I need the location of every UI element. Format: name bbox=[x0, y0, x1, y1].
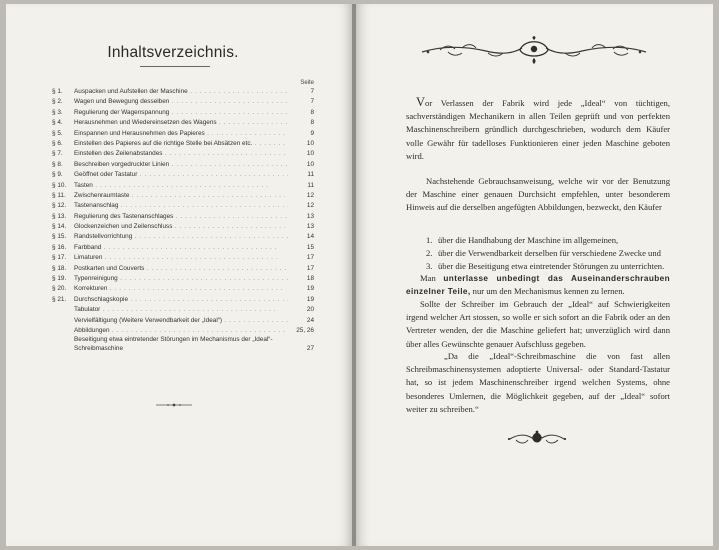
toc-entry-page: 7 bbox=[310, 98, 314, 106]
toc-entry-number: § 9. bbox=[52, 171, 63, 179]
toc-entry bbox=[52, 160, 314, 170]
toc-entry-page: 27 bbox=[306, 345, 314, 353]
purpose-list-item bbox=[426, 234, 666, 247]
toc-entry-title: Typenreinigung . . . bbox=[74, 274, 288, 284]
toc-entry bbox=[52, 336, 314, 354]
toc-entry-title: Regulierung der Wagenspannung . . . bbox=[74, 108, 288, 118]
purpose-list-text: über die Beseitigung etwa eintretender Störungen zu unterrichten. bbox=[438, 261, 665, 272]
toc-entry-title: Tabulator . . . bbox=[74, 305, 288, 315]
toc-entry-number: § 19. bbox=[52, 275, 67, 283]
toc-entry bbox=[52, 253, 314, 263]
toc-entry-title: Regulierung des Tastenanschlages . . . bbox=[74, 212, 288, 222]
purpose-list-text: über die Verwendbarkeit derselben für verschiedene Zwecke und bbox=[438, 248, 661, 259]
toc-entry-title: Zwischenraumtaste . . . bbox=[74, 191, 288, 201]
toc-entry-title: Korrekturen . . . bbox=[74, 284, 288, 294]
toc-entry-title: Einspannen und Herausnehmen des Papieres . . . bbox=[74, 129, 288, 139]
warning-emphasis: unterlasse unbedingt das Auseinanderschrauben einzelner Teile, bbox=[406, 274, 670, 297]
intro-paragraph-3-start: Man bbox=[420, 273, 436, 283]
toc-entry-title: Auspacken und Aufstellen der Maschine . . . bbox=[74, 87, 288, 97]
toc-entry-page: 8 bbox=[310, 108, 314, 116]
toc-entry-page: 7 bbox=[310, 88, 314, 95]
toc-entry-page: 24 bbox=[306, 316, 314, 324]
toc-entry bbox=[52, 305, 314, 315]
purpose-list-number: 2. bbox=[426, 248, 433, 259]
toc-entry bbox=[52, 243, 314, 253]
toc-entry-page: 18 bbox=[306, 275, 314, 283]
toc-entry-page: 12 bbox=[306, 191, 314, 199]
toc-entry-number: § 3. bbox=[52, 108, 63, 116]
toc-entry-page: 10 bbox=[306, 160, 314, 168]
purpose-list-number: 3. bbox=[426, 261, 433, 272]
toc-entry-page: 10 bbox=[306, 150, 314, 158]
intro-paragraph-5: „Da die „Ideal“-Schreibmaschine die von fast allen Schreibmaschinensystemen adoptierte Universal- oder Standard-Tastatur hat, so ist jedem Maschinenschreiber irgend welchen Systems, ohne besonderes Umlernen, die Möglichkeit gegeben, auf der „Ideal“ sofort weiter zu schreiben.“ bbox=[406, 351, 670, 414]
toc-entry-title: Glockenzeichen und Zeilenschluss . . . bbox=[74, 222, 288, 232]
toc-entry-title: Beseitigung etwa eintretender Störungen im Mechanismus der „Ideal“-Schreibmaschine bbox=[74, 336, 273, 352]
toc-entry-title: Herausnehmen und Wiedereinsetzen des Wagens . . . bbox=[74, 118, 288, 128]
toc-entry-number: § 8. bbox=[52, 160, 63, 168]
toc-entry-page: 13 bbox=[306, 212, 314, 220]
seite-label: Seite bbox=[300, 80, 314, 86]
intro-paragraph-3-end: nur um den Mechanismus kennen zu lernen. bbox=[472, 286, 625, 297]
toc-entry-page: 10 bbox=[306, 139, 314, 147]
toc-entry-title: Tasten . . . bbox=[74, 181, 288, 191]
toc-entry-page: 17 bbox=[306, 264, 314, 272]
toc-entry-number: § 11. bbox=[52, 191, 66, 199]
toc-entry-number: § 4. bbox=[52, 119, 63, 127]
toc-entry-number: § 14. bbox=[52, 223, 67, 231]
toc-entry bbox=[52, 316, 314, 326]
toc-entry bbox=[52, 118, 314, 128]
toc-entry-page: 9 bbox=[310, 129, 314, 137]
toc-entry bbox=[52, 274, 314, 284]
toc-entry bbox=[52, 264, 314, 274]
toc-entry bbox=[52, 201, 314, 211]
toc-entry-title: Randstellvorrichtung . . . bbox=[74, 232, 288, 242]
toc-entry-number: § 20. bbox=[52, 285, 67, 293]
toc-entry bbox=[52, 108, 314, 118]
toc-entry-number: § 18. bbox=[52, 264, 67, 272]
toc-entry-title: Farbband . . . bbox=[74, 243, 288, 253]
intro-paragraph-2: Nachstehende Gebrauchsanweisung, welche wir vor der Benutzung der Maschine einer genauen Durchsicht empfehlen, unter besonderem Hinweis auf die derselben angefügten Abbildungen, bezweckt, den Käufer bbox=[406, 176, 670, 213]
toc-entry-page: 20 bbox=[306, 306, 314, 314]
toc-entry-title: Einstellen des Zeilenabstandes . . . bbox=[74, 149, 288, 159]
toc-entry-page: 8 bbox=[310, 119, 314, 127]
toc-entry-page: 12 bbox=[306, 202, 314, 210]
toc-entry-title: Tastenanschlag . . . bbox=[74, 201, 288, 211]
intro-paragraph-1 bbox=[406, 96, 670, 163]
toc-entry bbox=[52, 212, 314, 222]
toc-title: Inhaltsverzeichnis. bbox=[107, 44, 239, 61]
toc-entry-title: Postkarten und Couverts . . . bbox=[74, 264, 288, 274]
toc-entry-page: 25, 26 bbox=[296, 326, 314, 334]
toc-entry-page: 15 bbox=[306, 243, 314, 251]
toc-entry-page: 11 bbox=[307, 171, 314, 179]
toc-entry-page: 11 bbox=[307, 181, 314, 189]
toc-title-rule bbox=[140, 66, 210, 67]
toc-entry-number: § 16. bbox=[52, 243, 67, 251]
toc-entry-number: § 1. bbox=[52, 88, 63, 95]
toc-entry-number: § 10. bbox=[52, 181, 67, 189]
toc-entry bbox=[52, 139, 314, 149]
toc-entry-title: Durchschlagskopie . . . bbox=[74, 295, 288, 305]
toc-entry bbox=[52, 149, 314, 159]
toc-entry-number: § 15. bbox=[52, 233, 67, 241]
toc-entry-title: Beschreiben vorgedruckter Linien . . . bbox=[74, 160, 288, 170]
toc-entry bbox=[52, 87, 314, 97]
toc-entry bbox=[52, 295, 314, 305]
toc-entry-title: Limaturen . . . bbox=[74, 253, 288, 263]
toc-entry bbox=[52, 191, 314, 201]
toc-entry-number: § 12. bbox=[52, 202, 67, 210]
purpose-list bbox=[426, 234, 666, 274]
intro-paragraph-1-text: or Verlassen der Fabrik wird jede „Ideal“ von tüchtigen, sachverständigen Mechanikern in allen Teilen geprüft und von perfekten Maschinenschreibern gründlich durchgeschrieben, wodurch dem Käufer volle Gewähr für tadelloses Funktionieren einer jeden Maschine geboten wird. bbox=[406, 98, 670, 161]
toc-entry-number: § 13. bbox=[52, 212, 67, 220]
toc-entry-title: Wagen und Bewegung desselben . . . bbox=[74, 97, 288, 107]
purpose-list-number: 1. bbox=[426, 235, 433, 245]
toc-entry-number: § 21. bbox=[52, 295, 67, 303]
toc-entry bbox=[52, 129, 314, 139]
toc-entry bbox=[52, 232, 314, 242]
toc-entry-number: § 6. bbox=[52, 139, 63, 147]
toc-entry-title: Abbildungen . . . bbox=[74, 326, 288, 336]
toc-entry bbox=[52, 326, 314, 336]
toc-entry-page: 17 bbox=[306, 254, 314, 262]
toc-entry bbox=[52, 97, 314, 107]
toc-entry-title: Einstellen des Papieres auf die richtige Stelle bei Absätzen etc. . . . bbox=[74, 139, 288, 149]
toc-entry bbox=[52, 181, 314, 191]
intro-initial-letter: V bbox=[416, 95, 426, 109]
purpose-list-item bbox=[426, 247, 666, 260]
intro-paragraph-3 bbox=[406, 272, 670, 298]
toc-list bbox=[52, 87, 314, 354]
toc-entry-number: § 5. bbox=[52, 129, 63, 137]
ornament-flourish-icon bbox=[418, 36, 650, 66]
toc-end-ornament bbox=[154, 402, 194, 408]
toc-entry-title: Vervielfältigung (Weitere Verwendbarkeit der „Ideal“) . . . bbox=[74, 316, 288, 326]
purpose-list-text: über die Handhabung der Maschine im allgemeinen, bbox=[438, 235, 619, 245]
intro-paragraph-4: Sollte der Schreiber im Gebrauch der „Ideal“ auf Schwierigkeiten irgend welcher Art stossen, so wolle er sich sofort an die Fabrik oder an den Vertreter wenden, der die Maschine geliefert hat; unverzüglich wird dann über alles Gewünschte genauer Aufschluss gegeben. bbox=[406, 299, 670, 349]
toc-entry bbox=[52, 170, 314, 180]
toc-entry-page: 13 bbox=[306, 223, 314, 231]
toc-entry bbox=[52, 222, 314, 232]
toc-entry-number: § 2. bbox=[52, 98, 63, 106]
toc-entry-number: § 7. bbox=[52, 150, 63, 158]
toc-entry bbox=[52, 284, 314, 294]
toc-entry-page: 19 bbox=[306, 285, 314, 293]
toc-entry-number: § 17. bbox=[52, 254, 67, 262]
end-ornament-icon bbox=[506, 428, 568, 448]
toc-entry-page: 14 bbox=[306, 233, 314, 241]
toc-entry-page: 19 bbox=[306, 295, 314, 303]
toc-entry-title: Geöffnet oder Tastatur . . . bbox=[74, 170, 288, 180]
